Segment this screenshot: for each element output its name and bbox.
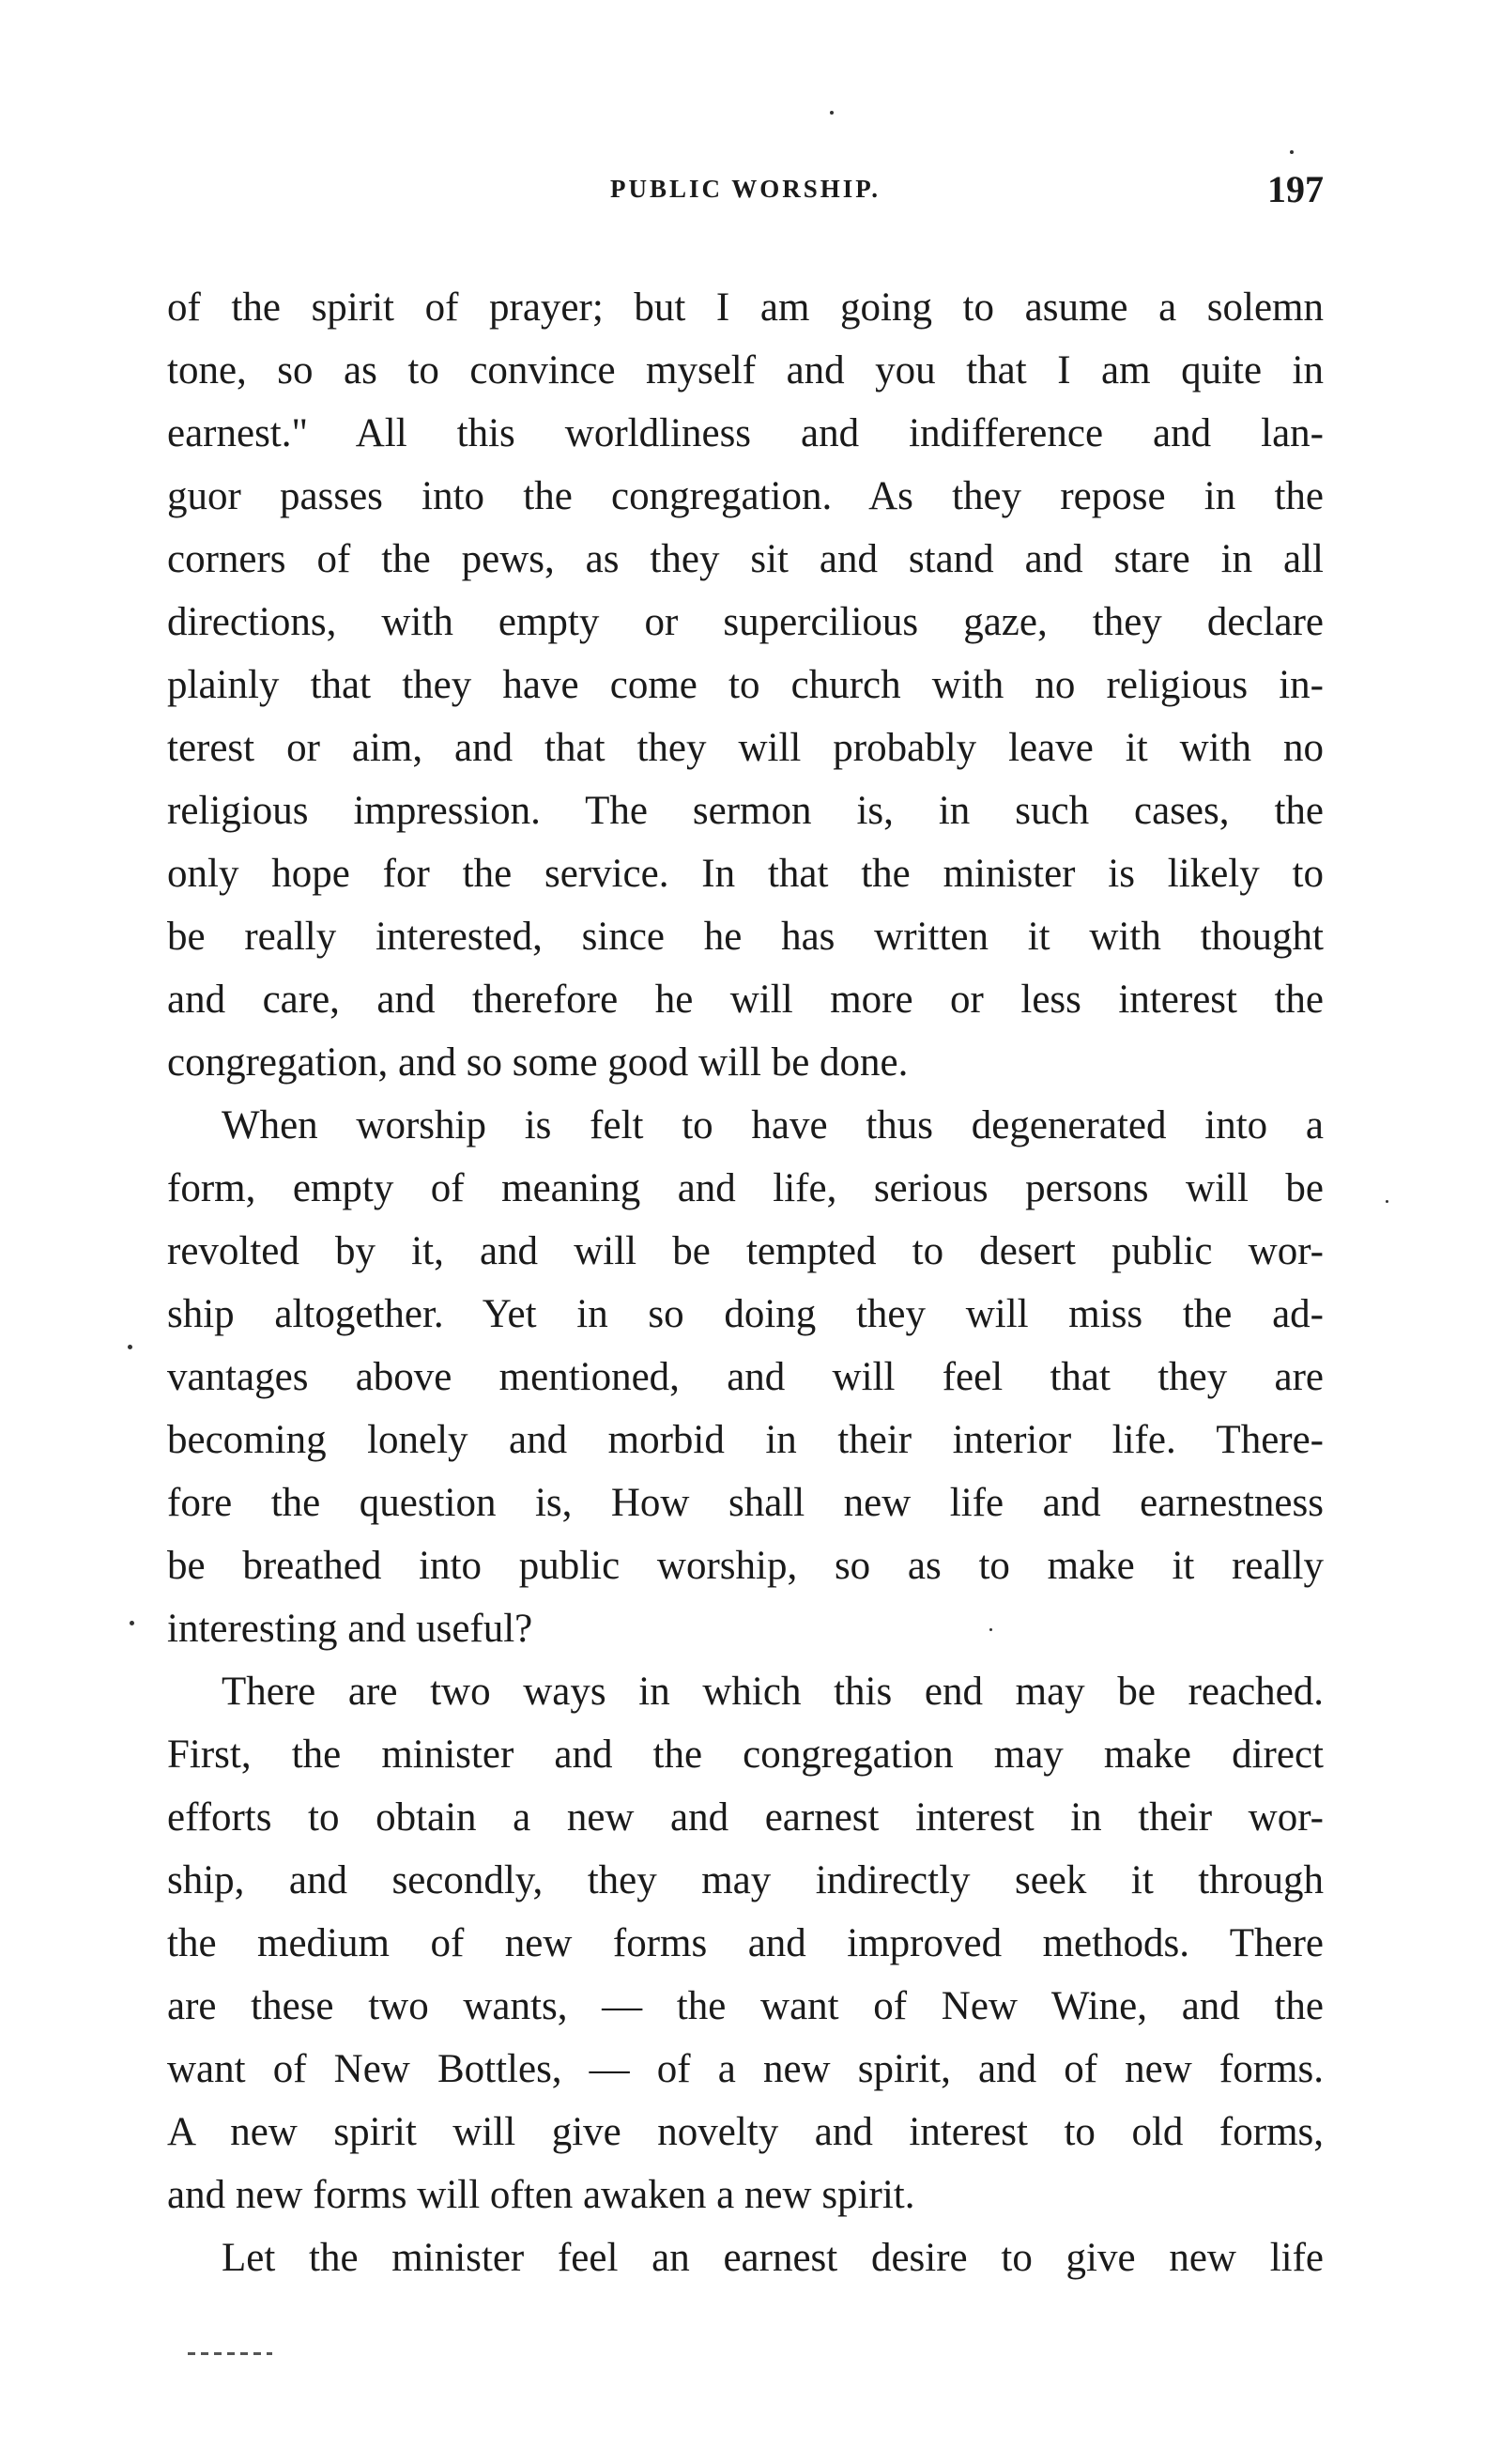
text-line: ship, and secondly, they may indirectly seek it through	[167, 1858, 1324, 1902]
running-title: PUBLIC WORSHIP.	[609, 175, 881, 203]
text-line: tone, so as to convince myself and you that I am quite in	[167, 348, 1324, 393]
text-line: First, the minister and the congregation may make direct	[167, 1732, 1324, 1777]
body-text	[167, 276, 1324, 2289]
page-number: 197	[1267, 168, 1324, 210]
scan-artifact	[188, 2352, 272, 2355]
text-line: fore the question is, How shall new life and earnestness	[167, 1481, 1324, 1525]
text-line: earnest." All this worldliness and indifference and lan-	[167, 411, 1324, 455]
text-line: want of New Bottles, — of a new spirit, and of new forms.	[167, 2047, 1324, 2091]
text-line: vantages above mentioned, and will feel that they are	[167, 1355, 1324, 1399]
paragraph-end-line: and new forms will often awaken a new spirit.	[167, 2173, 915, 2217]
text-line: corners of the pews, as they sit and stand and stare in all	[167, 537, 1324, 581]
text-line: ship altogether. Yet in so doing they will miss the ad-	[167, 1292, 1324, 1336]
text-line: the medium of new forms and improved methods. There	[167, 1921, 1324, 1965]
scan-speck	[1290, 150, 1294, 154]
text-line: guor passes into the congregation. As they repose in the	[167, 474, 1324, 518]
paragraph-start-line: Let the minister feel an earnest desire to give new life	[222, 2236, 1324, 2280]
paragraph-end-line: interesting and useful?	[167, 1607, 533, 1651]
text-line: of the spirit of prayer; but I am going to asume a solemn	[167, 285, 1324, 330]
text-line: becoming lonely and morbid in their interior life. There-	[167, 1418, 1324, 1462]
text-line: be breathed into public worship, so as to make it really	[167, 1544, 1324, 1588]
text-line: religious impression. The sermon is, in such cases, the	[167, 789, 1324, 833]
scan-speck	[830, 111, 834, 115]
scan-speck	[989, 1628, 992, 1631]
scan-speck	[128, 1345, 132, 1349]
text-line: directions, with empty or supercilious gaze, they declare	[167, 600, 1324, 644]
text-line: revolted by it, and will be tempted to desert public wor-	[167, 1229, 1324, 1273]
scan-speck	[130, 1621, 134, 1625]
text-line: plainly that they have come to church with no religious in-	[167, 663, 1324, 707]
text-line: be really interested, since he has written it with thought	[167, 915, 1324, 959]
paragraph-start-line: There are two ways in which this end may be reached.	[222, 1670, 1324, 1714]
text-line: are these two wants, — the want of New Wine, and the	[167, 1984, 1324, 2028]
paragraph-end-line: congregation, and so some good will be done.	[167, 1040, 909, 1085]
paragraph-start-line: When worship is felt to have thus degenerated into a	[222, 1103, 1324, 1147]
running-header	[167, 167, 1324, 223]
text-line: and care, and therefore he will more or less interest the	[167, 978, 1324, 1022]
text-line: efforts to obtain a new and earnest interest in their wor-	[167, 1795, 1324, 1840]
text-line: A new spirit will give novelty and interest to old forms,	[167, 2110, 1324, 2154]
text-line: only hope for the service. In that the minister is likely to	[167, 852, 1324, 896]
text-line: form, empty of meaning and life, serious persons will be	[167, 1166, 1324, 1210]
scan-speck	[1386, 1200, 1388, 1203]
text-line: terest or aim, and that they will probably leave it with no	[167, 726, 1324, 770]
